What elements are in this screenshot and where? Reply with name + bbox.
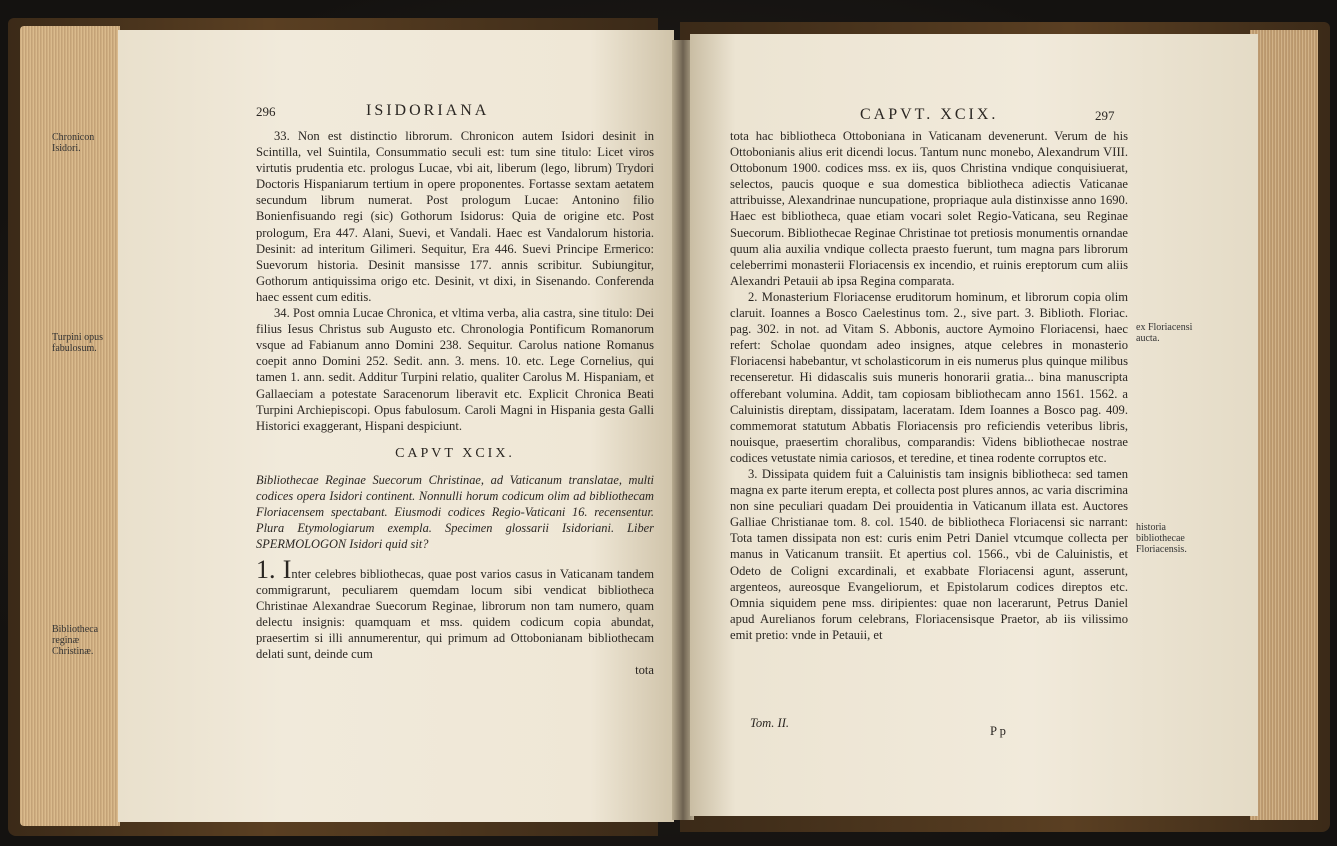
paragraph-3: 3. Dissipata quidem fuit a Caluinistis tam insignis bibliotheca: sed tamen magna ex parte iterum erepta, et collecta post plures annos, ac varia discrimina non sine peculiari quadam Dei prouidentia in Vaticanum illata est. Auctores Galliae Christianae tom. 8. col. 1540. de bibliotheca Floriacensi sic narrant: Tota tamen dissipata non est: curis enim Petri Daniel vtcumque collecta per manus in Vaticanum transiit. Et apertius col. 1566., vbi de Caluinistis, et Odeto de Coligni excardinali, et exabbate Floriacensi agunt, asserunt, argenteos, aureosque Evangeliorum, et Epistolarum codices direptos etc. Omnia siquidem pene mss. diripientes: quae non lacerarunt, Petrus Daniel apud Aurelianos forum celebrans, Floriacensisque Praetor, ab iis vilissimo emit pretio: vnde in Petauii, et	[730, 466, 1128, 642]
paragraph-33: 33. Non est distinctio librorum. Chronicon autem Isidori desinit in Scintilla, vel Suintila, Consummatio seculi est: tum sine titulo: Licet viros virtutis prudentia etc. prologus Lucae, vbi ait, liberum (lego, librum) Trydori Doctoris Hispaniarum tertium in opere proponentes. Fortasse sextam aetatem secundum librum numerat. Post prologum Lucae: Antonino filio Bonienfisuando regi (sic) Gothorum Isidorus: Quia de origine etc. Post prologum, Era 447. Alani, Suevi, et Vandali. Haec est Vandalorum historia. Desinit: ad interitum Gilimeri. Sequitur, Era 446. Suevi Principe Ermerico: Suevorum historia. Desinit mansisse 177. annis scribitur. Subiungitur, Gothorum antiquissima origo etc. Desinit, vt dixi, in Sisenando. Conferenda haec essent cum editis.	[256, 129, 654, 304]
paragraph-continued: tota hac bibliotheca Ottoboniana in Vaticanam devenerunt. Verum de his Ottobonianis alius erit dicendi locus. Tantum nunc monebo, Alexandrum VIII. Ottobonum 1900. codices mss. ex iis, quos Christina vndique conquisiuerat, selectos, paucis quoque e sua domestica bibliotheca adiectis Vaticanae attribuisse, Alexandrinae nuncupatione, propriaque aula distinxisse anno 1690. Haec est bibliotheca, quae etiam vocari solet Regio-Vaticana, seu Reginae Suecorum. Bibliothecae Reginae Christinae tot pretiosis monumentis ornandae quum alia auxilia vndique collecta praesto fuerunt, tum magna pars librorum celeberrimi monasterii Floriacensis ex incendio, et ruinis ereptorum cum aliis Alexandri Petauii ab ipsa Regina comparata.	[730, 129, 1128, 288]
right-body	[730, 128, 1128, 643]
signature-mark: P p	[990, 724, 1006, 738]
margin-note-historia: historia bibliothecae Floriacensis.	[1136, 522, 1187, 555]
left-body	[256, 128, 654, 679]
left-catchword: tota	[635, 663, 654, 678]
margin-note-bibliotheca: Bibliotheca reginæ Christinæ.	[52, 624, 99, 657]
left-page-number: 296	[256, 104, 276, 119]
margin-note-floriacensi: ex Floriacensi aucta.	[1136, 322, 1193, 344]
paragraph-34: 34. Post omnia Lucae Chronica, et vltima verba, alia castra, sine titulo: Dei filius Iesus Christus sub Augusto etc. Chronologia Pontificum Romanorum vsque ad Fabianum anno Domini 238. Sequitur. Carolus natione Romanus coepit anno Domini 252. Sedit. ann. 3. mens. 10. etc. Lege Cornelius, qui tamen 1. ann. sedit. Additur Turpini relatio, qualiter Carolus M. Hispaniam, et Gallaeciam a potestate Saracenorum liberavit etc. Explicit Chronica Beati Turpini Archiepiscopi. Opus fabulosum. Caroli Magni in Hispania gesta Galli Historici exaggerant, Hispani despiciunt.	[256, 306, 654, 433]
paragraph-2: 2. Monasterium Floriacense eruditorum hominum, et librorum copia olim claruit. Ioannes a Bosco Caelestinus tom. 2., sive part. 3. Biblioth. Floriac. pag. 302. in not. ad Vitam S. Abbonis, auctore Aymoino Floriacensi, haec refert: Scholae quondam adeo insignes, atque celebres in monasterio Floriacensi habebantur, vt scholasticorum in eis numerus plus quinque milibus recenseretur. Hi didascalis suis muneris honorarii gratia... bina manuscripta offerebant volumina. Addit, tam copiosam bibliothecam anno 1561. 1562. a Caluinistis direptam, dissipatam, laceratam. Idem Ioannes a Bosco pag. 409. commemorat statutum Abbatis Floriacensis pro reficiendis veteribus libris, nouisque, praesertim choralibus, comparandis: Videns bibliothecae nostrae codices vetustate nimia cariosos, et teredine, et tinea rodente corruptos etc.	[730, 289, 1128, 465]
left-running-head: ISIDORIANA	[366, 102, 490, 119]
right-page-number: 297	[1095, 108, 1115, 123]
chapter-summary: Bibliothecae Reginae Suecorum Christinae, ad Vaticanum translatae, multi codices opera Isidori continent. Nonnulli horum codicum olim ad bibliothecam Floriacensem spectabant. Eiusmodi codices Regio-Vaticani 16. recensentur. Plura Etymologiarum exempla. Specimen glossarii Isidoriani. Liber SPERMOLOGON Isidori quid sit?	[256, 472, 654, 551]
margin-note-turpini: Turpini opus fabulosum.	[52, 332, 104, 354]
margin-note-chronicon: Chronicon Isidori.	[52, 132, 95, 154]
left-page	[52, 30, 674, 822]
chapter-heading: CAPVT XCIX.	[395, 445, 515, 461]
paragraph-1-initial: 1. I	[256, 554, 292, 584]
right-running-head: CAPVT. XCIX.	[860, 106, 999, 123]
right-page	[690, 34, 1258, 816]
volume-footer: Tom. II.	[750, 716, 790, 730]
paragraph-1	[256, 554, 654, 663]
paragraph-1-text: nter celebres bibliothecas, quae post varios casus in Vaticanam tandem commigrarunt, peculiarem quemdam locum sibi vendicat bibliotheca Christinae Alexandrae Suecorum Reginae, librorum non tam numero, quam delectu insignis: quamquam et mss. quidem codicum copia abundat, praesertim si illi annumerentur, qui primum ad Ottobonianam bibliothecam delati sunt, deinde cum	[256, 566, 654, 662]
right-page-edges	[1250, 30, 1318, 820]
